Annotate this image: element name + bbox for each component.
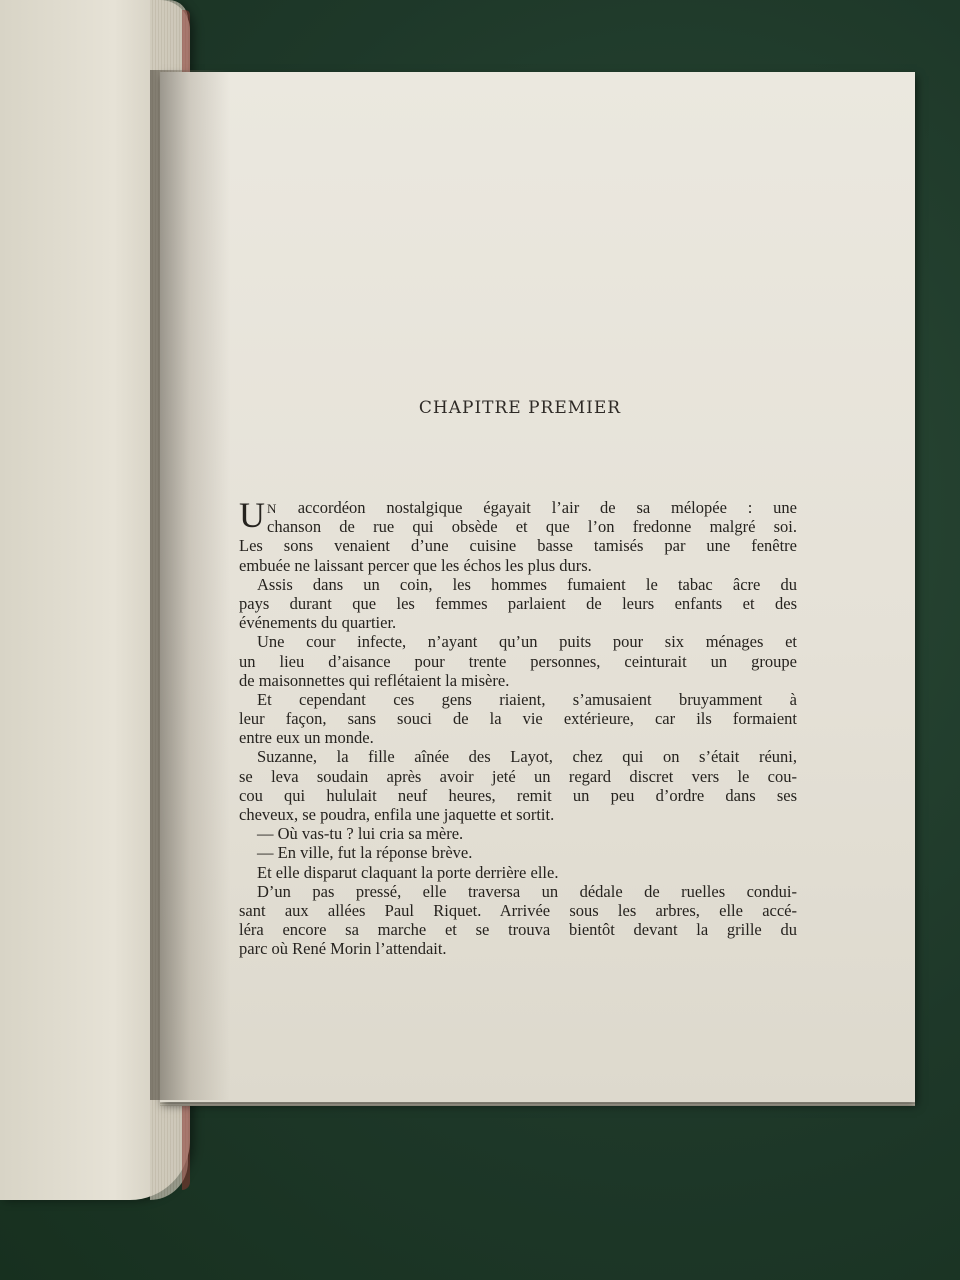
text-line: Suzanne, la fille aînée des Layot, chez qui on s’était réuni,	[257, 747, 797, 767]
text-line: leur façon, sans souci de la vie extérieure, car ils formaient	[239, 709, 797, 729]
text-line: entre eux un monde.	[239, 728, 374, 748]
text-line: chanson de rue qui obsède et que l’on fredonne malgré soi.	[267, 517, 797, 537]
text-line: embuée ne laissant percer que les échos les plus durs.	[239, 555, 592, 575]
text-line: cheveux, se poudra, enfila une jaquette et sortit.	[239, 805, 555, 824]
text-line: léra encore sa marche et se trouva bientôt devant la grille du	[239, 920, 797, 940]
text-line: cou qui hululait neuf heures, remit un peu d’ordre dans ses	[239, 785, 797, 805]
text-line: Et elle disparut claquant la porte derrière elle.	[257, 862, 559, 882]
text-line: parc où René Morin l’attendait.	[239, 939, 447, 959]
text-line: D’un pas pressé, elle traversa un dédale de ruelles condui-	[257, 881, 797, 901]
text-line: un lieu d’aisance pour trente personnes, ceinturait un groupe	[239, 651, 797, 671]
drop-cap: U	[239, 495, 265, 535]
first-word-smallcaps: N	[267, 501, 277, 516]
chapter-title: CHAPITRE PREMIER	[418, 398, 622, 418]
text-line: — En ville, fut la réponse brève.	[257, 843, 473, 863]
text-line-rest: accordéon nostalgique égayait l’air de sa mélopée : une	[276, 498, 797, 517]
text-line: Les sons venaient d’une cuisine basse tamisés par une fenêtre	[239, 536, 797, 556]
text-line: pays durant que les femmes parlaient de leurs enfants et des	[239, 593, 797, 613]
text-line: Et cependant ces gens riaient, s’amusaient bruyamment à	[257, 689, 797, 709]
text-line: — Où vas-tu ? lui cria sa mère.	[257, 824, 464, 844]
text-line: de maisonnettes qui reflétaient la misère.	[239, 670, 510, 690]
text-line: sant aux allées Paul Riquet. Arrivée sous les arbres, elle accé-	[239, 900, 797, 920]
text-line: Assis dans un coin, les hommes fumaient le tabac âcre du	[257, 574, 797, 594]
text-line: Une cour infecte, n’ayant qu’un puits pour six ménages et	[257, 632, 797, 652]
text-line: événements du quartier.	[239, 613, 397, 633]
text-line: se leva soudain après avoir jeté un regard discret vers le cou-	[239, 766, 797, 786]
chapter-text	[239, 495, 797, 959]
